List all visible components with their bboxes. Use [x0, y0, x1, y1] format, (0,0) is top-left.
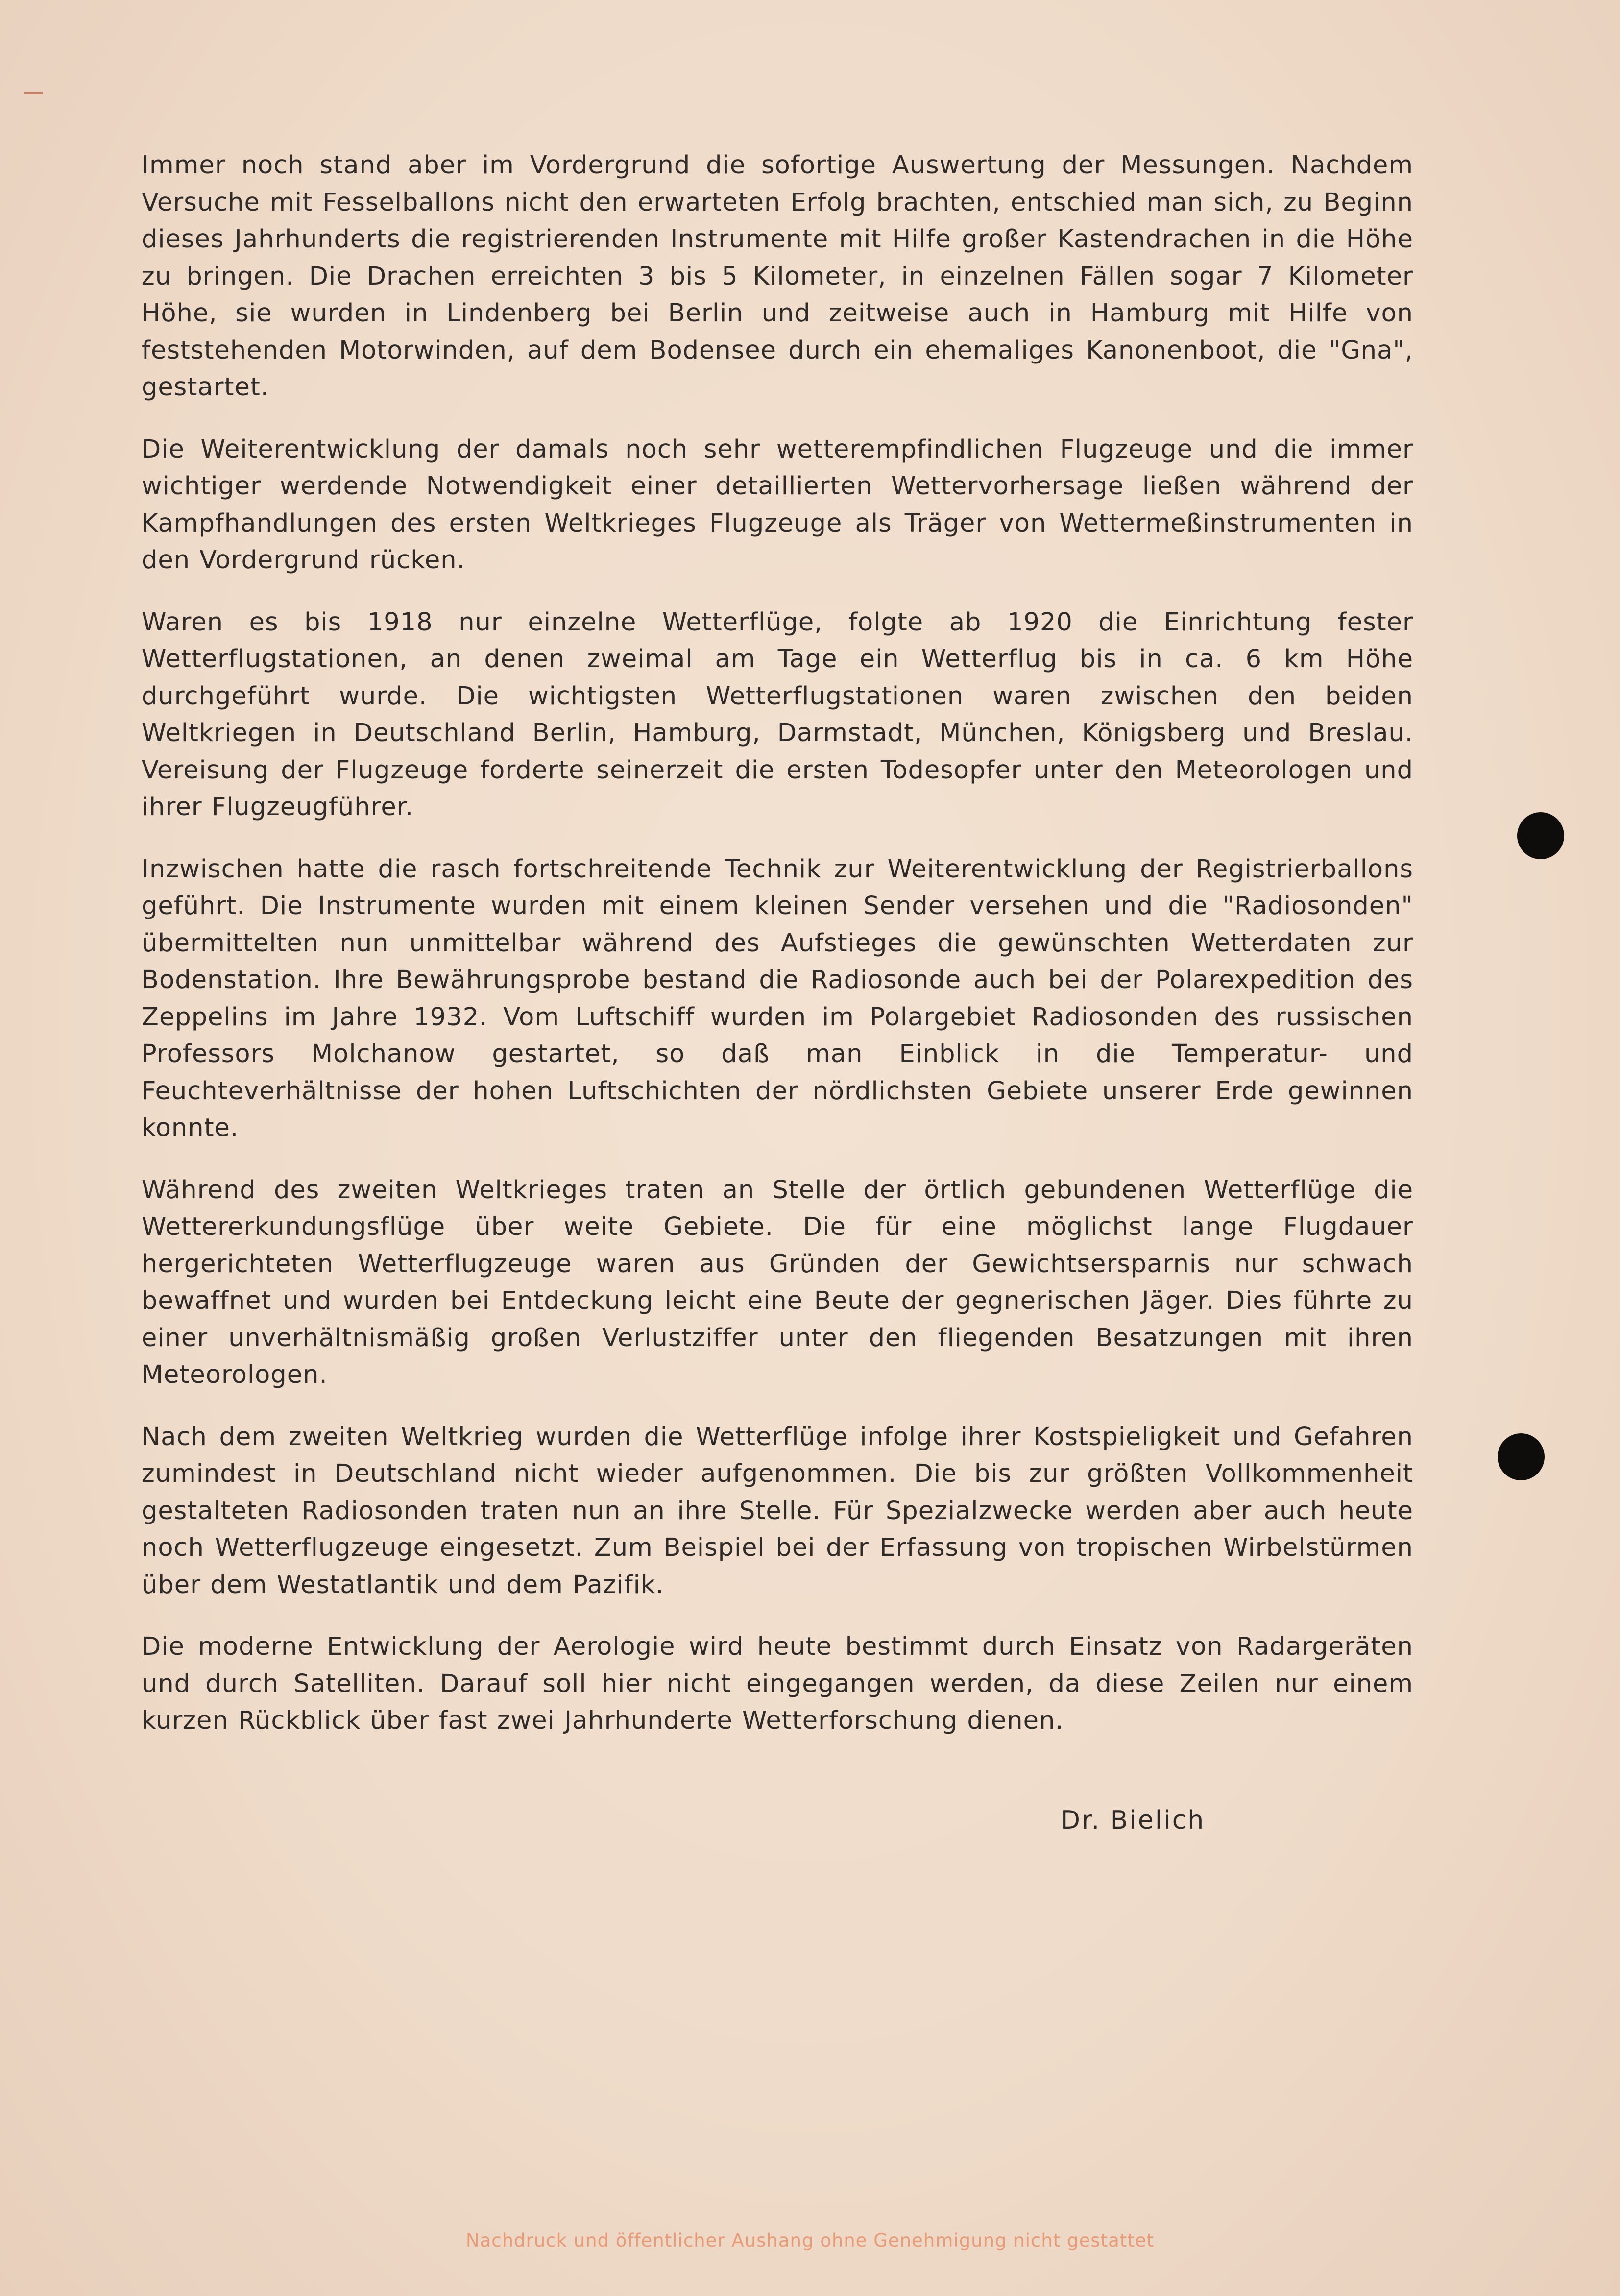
punch-hole-bottom — [1498, 1433, 1545, 1480]
paragraph-modern-aerology: Die moderne Entwicklung der Aerologie wird heute bestimmt durch Einsatz von Radargeräten und durch Satelliten. Darauf soll hier nicht eingegangen werden, da diese Zeilen nur einem kurzen Rückblick über fast zwei Jahrhunderte Wetterforschung dienen. — [142, 1632, 1413, 1735]
paragraph-kite-ascents: Immer noch stand aber im Vordergrund die sofortige Auswertung der Messungen. Nachdem Versuche mit Fesselballons nicht den erwarteten Erfolg brachten, entschied man sich, zu Beginn dieses Jahrhunderts die registrierenden Instrumente mit Hilfe großer Kastendrachen in die Höhe zu bringen. Die Drachen erreichten 3 bis 5 Kilometer, in einzelnen Fällen sogar 7 Kilometer Höhe, sie wurden in Lindenberg bei Berlin und zeitweise auch in Hamburg mit Hilfe von feststehenden Motorwinden, auf dem Bodensee durch ein ehemaliges Kanonenboot, die "Gna", gestartet. — [142, 151, 1413, 402]
paragraph-weather-flight-stations: Waren es bis 1918 nur einzelne Wetterflüge, folgte ab 1920 die Einrichtung fester Wetterflugstationen, an denen zweimal am Tage ein Wetterflug bis in ca. 6 km Höhe durchgeführt wurde. Die wichtigsten Wetterflugstationen waren zwischen den beiden Weltkriegen in Deutschland Berlin, Hamburg, Darmstadt, München, Königsberg und Breslau. Vereisung der Flugzeuge forderte seinerzeit die ersten Todesopfer unter den Meteorologen und ihrer Flugzeugführer. — [142, 607, 1413, 822]
author-signature: Dr. Bielich — [1061, 1806, 1206, 1835]
footer-notice: Nachdruck und öffentlicher Aushang ohne Genehmigung nicht gestattet — [465, 2230, 1155, 2251]
punch-hole-top — [1517, 812, 1564, 859]
paragraph-post-war: Nach dem zweiten Weltkrieg wurden die Wetterflüge infolge ihrer Kostspieligkeit und Gefahren zumindest in Deutschland nicht wieder aufgenommen. Die bis zur größten Vollkommenheit gestalteten Radiosonden traten nun an ihre Stelle. Für Spezialzwecke werden aber auch heute noch Wetterflugzeuge eingesetzt. Zum Beispiel bei der Erfassung von tropischen Wirbelstürmen über dem Westatlantik und dem Pazifik. — [142, 1422, 1413, 1599]
paragraph-first-world-war: Die Weiterentwicklung der damals noch sehr wetterempfindlichen Flugzeuge und die immer wichtiger werdende Notwendigkeit einer detaillierten Wettervorhersage ließen während der Kampfhandlungen des ersten Weltkrieges Flugzeuge als Träger von Wettermeßinstrumenten in den Vordergrund rücken. — [142, 435, 1413, 575]
paragraph-radiosondes: Inzwischen hatte die rasch fortschreitende Technik zur Weiterentwicklung der Registrierballons geführt. Die Instrumente wurden mit einem kleinen Sender versehen und die "Radiosonden" übermittelten nun unmittelbar während des Aufstieges die gewünschten Wetterdaten zur Bodenstation. Ihre Bewährungsprobe bestand die Radiosonde auch bei der Polarexpedition des Zeppelins im Jahre 1932. Vom Luftschiff wurden im Polargebiet Radiosonden des russischen Professors Molchanow gestartet, so daß man Einblick in die Temperatur- und Feuchteverhältnisse der hohen Luftschichten der nördlichsten Gebiete unserer Erde gewinnen konnte. — [142, 854, 1413, 1142]
edge-mark — [24, 92, 43, 94]
paragraph-second-world-war: Während des zweiten Weltkrieges traten an Stelle der örtlich gebundenen Wetterflüge die Wettererkundungsflüge über weite Gebiete. Die für eine möglichst lange Flugdauer hergerichteten Wetterflugzeuge waren aus Gründen der Gewichtsersparnis nur schwach bewaffnet und wurden bei Entdeckung leicht eine Beute der gegnerischen Jäger. Dies führte zu einer unverhältnismäßig großen Verlustziffer unter den fliegenden Besatzungen mit ihren Meteorologen. — [142, 1175, 1413, 1389]
body-text — [142, 147, 1413, 1764]
